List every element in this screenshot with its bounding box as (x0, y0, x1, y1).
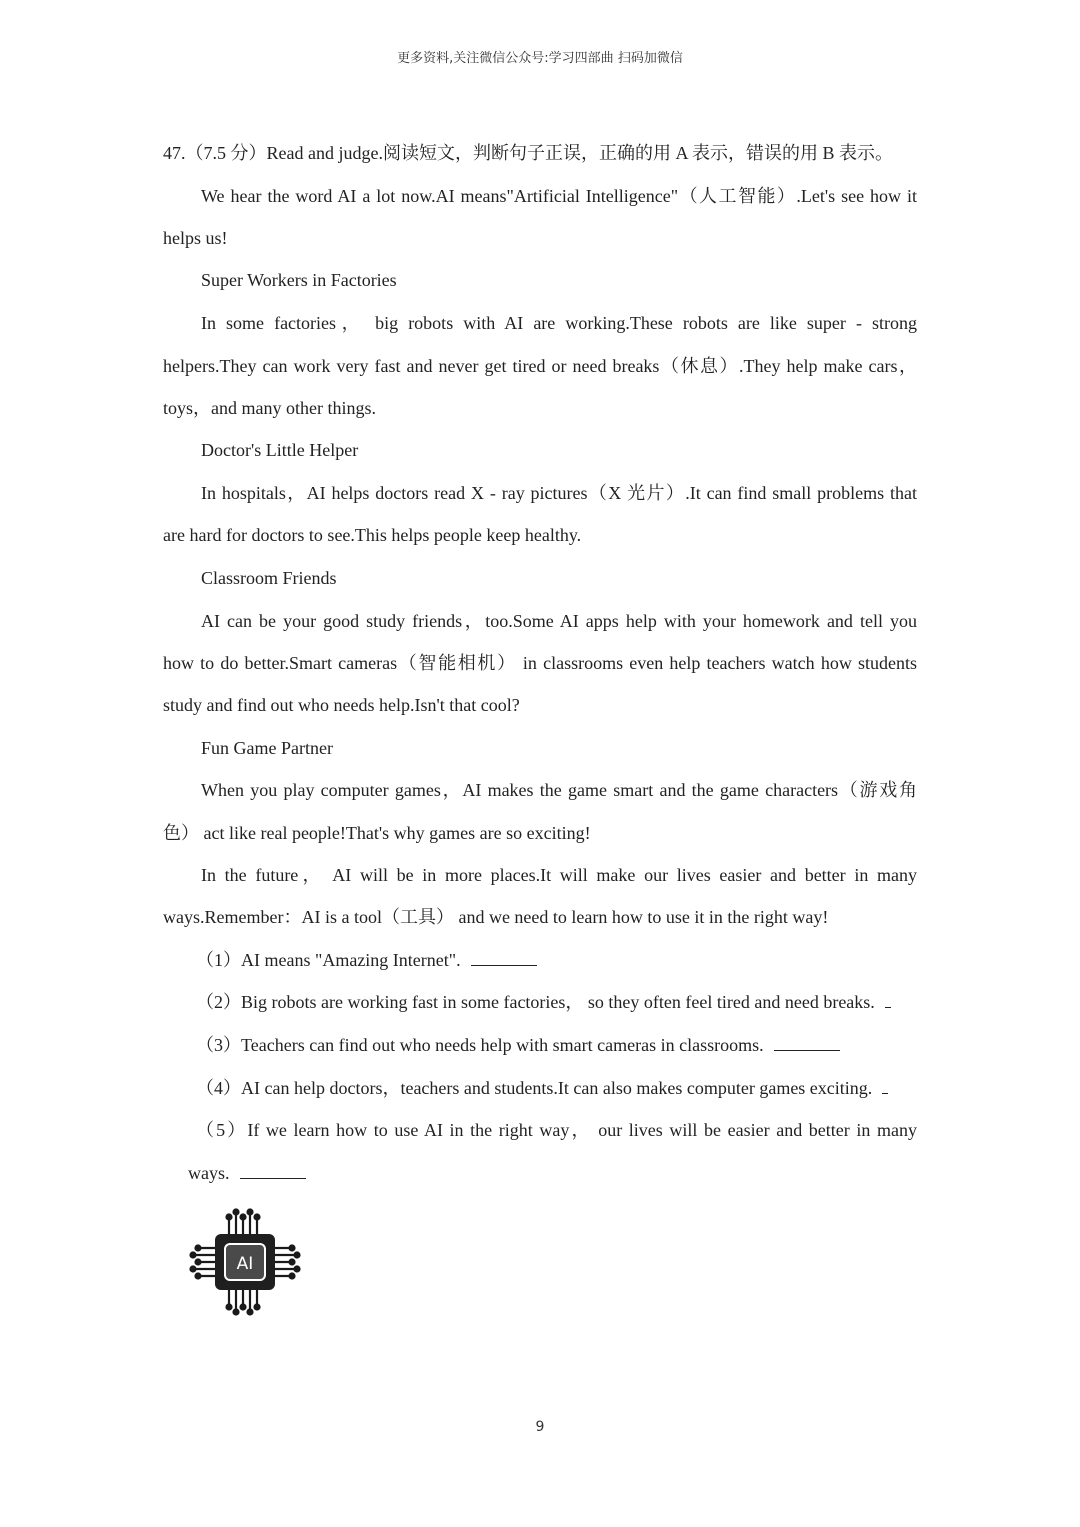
page-number: 9 (535, 1419, 545, 1435)
ai-chip-icon (189, 1206, 301, 1318)
statement-5-line-1: （5）If we learn how to use AI in the right way， our lives will be easier and better in many (196, 1120, 917, 1140)
statement-1-text: （1）AI means "Amazing Internet". (196, 950, 461, 970)
paragraph-factories-line-1: In some factories， big robots with AI are working.These robots are like super - strong (201, 313, 917, 333)
paragraph-factories-line-2: helpers.They can work very fast and never get tired or need breaks（休息）.They help make cars， (163, 356, 917, 376)
paragraph-game-line-2: 色） act like real people!That's why games are so exciting! (163, 823, 591, 843)
statement-1 (196, 948, 917, 972)
statement-5-text: ways. (188, 1163, 230, 1183)
statement-4 (196, 1076, 917, 1100)
paragraph-future-line-2: ways.Remember：AI is a tool（工具） and we need to learn how to use it in the right way! (163, 907, 829, 927)
paragraph-doctor-line-1: In hospitals，AI helps doctors read X - ray pictures（X 光片）.It can find small problems that (201, 483, 917, 503)
answer-blank-3[interactable] (774, 1034, 840, 1051)
section-heading-factories: Super Workers in Factories (201, 270, 397, 290)
answer-blank-1[interactable] (471, 949, 537, 966)
passage-intro-line-1: We hear the word AI a lot now.AI means"Artificial Intelligence"（人工智能）.Let's see how it (201, 186, 917, 206)
paragraph-factories-line-3: toys，and many other things. (163, 398, 376, 418)
statement-2 (196, 990, 917, 1014)
statement-4-text: （4）AI can help doctors，teachers and students.It can also makes computer games exciting. (196, 1078, 873, 1098)
answer-blank-5[interactable] (240, 1162, 306, 1179)
passage-intro-line-2: helps us! (163, 228, 228, 248)
answer-blank-4[interactable] (882, 1077, 888, 1094)
question-title: 47.（7.5 分）Read and judge.阅读短文，判断句子正误，正确的用 A 表示，错误的用 B 表示。 (163, 143, 893, 163)
statement-3-text: （3）Teachers can find out who needs help with smart cameras in classrooms. (196, 1035, 764, 1055)
paragraph-doctor-line-2: are hard for doctors to see.This helps people keep healthy. (163, 525, 582, 545)
paragraph-game-line-1: When you play computer games，AI makes the game smart and the game characters（游戏角 (201, 780, 917, 800)
statement-5-line-2 (188, 1161, 942, 1185)
paragraph-classroom-line-2: how to do better.Smart cameras（智能相机） in classrooms even help teachers watch how students (163, 653, 917, 673)
paragraph-classroom-line-1: AI can be your good study friends，too.Some AI apps help with your homework and tell you (201, 611, 917, 631)
statement-3 (196, 1033, 917, 1057)
answer-blank-2[interactable] (885, 991, 891, 1008)
paragraph-future-line-1: In the future， AI will be in more places.It will make our lives easier and better in many (201, 865, 917, 885)
statement-2-text: （2）Big robots are working fast in some factories， so they often feel tired and need breaks. (196, 992, 875, 1012)
chip-label: AI (236, 1254, 254, 1274)
paragraph-classroom-line-3: study and find out who needs help.Isn't that cool? (163, 695, 520, 715)
section-heading-classroom: Classroom Friends (201, 568, 337, 588)
section-heading-doctor: Doctor's Little Helper (201, 440, 359, 460)
section-heading-game: Fun Game Partner (201, 738, 333, 758)
page-header: 更多资料,关注微信公众号:学习四部曲 扫码加微信 (397, 51, 683, 66)
